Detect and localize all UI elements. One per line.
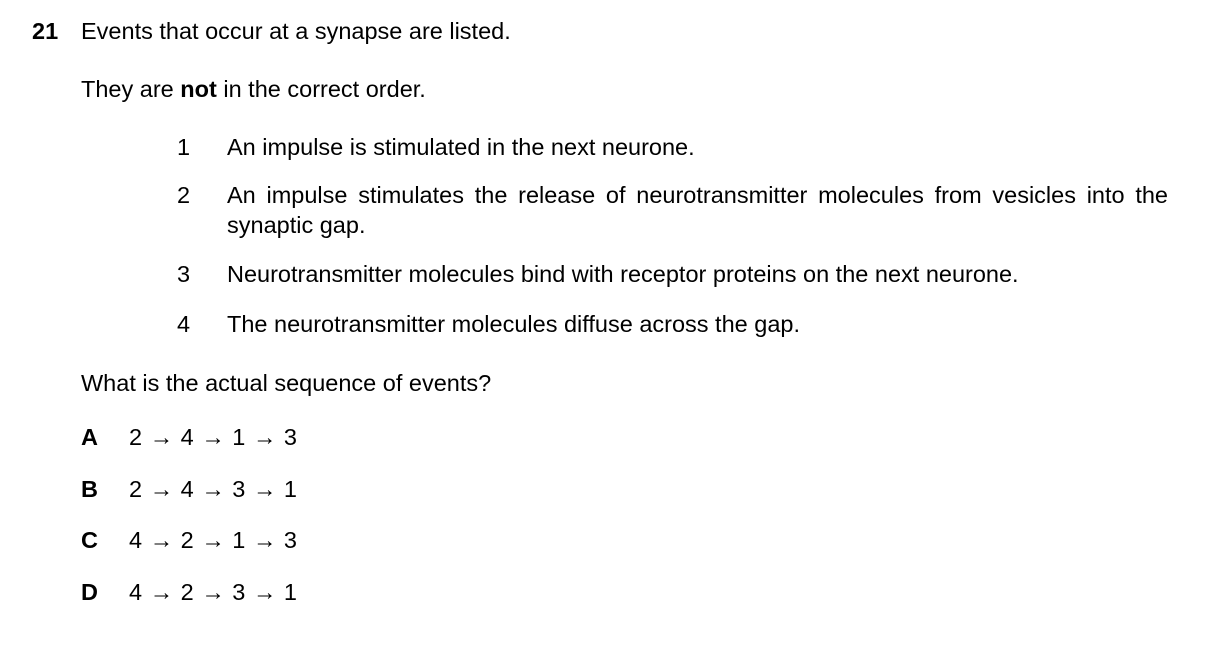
answer-option-d[interactable] — [0, 577, 1209, 607]
option-letter: C — [81, 527, 98, 553]
answer-option-b[interactable] — [0, 474, 1209, 504]
option-sequence: 4 → 2 → 3 → 1 — [129, 579, 298, 605]
answer-option-a[interactable] — [0, 422, 1209, 452]
event-number: 3 — [177, 261, 191, 287]
order-note-start: They are — [81, 76, 181, 102]
order-note-emphasis: not — [180, 76, 217, 102]
option-sequence: 2 → 4 → 1 → 3 — [129, 424, 298, 450]
event-number: 1 — [177, 134, 191, 160]
option-letter: A — [81, 424, 98, 450]
answer-option-c[interactable] — [0, 525, 1209, 555]
event-number: 2 — [177, 182, 191, 208]
option-sequence: 4 → 2 → 1 → 3 — [129, 527, 298, 553]
question-number: 21 — [32, 18, 59, 44]
event-text: An impulse is stimulated in the next neurone. — [227, 134, 695, 160]
event-text: Neurotransmitter molecules bind with receptor proteins on the next neurone. — [227, 261, 1019, 287]
option-letter: B — [81, 476, 98, 502]
order-note — [81, 74, 426, 104]
option-sequence: 2 → 4 → 3 → 1 — [129, 476, 298, 502]
option-letter: D — [81, 579, 98, 605]
event-text: The neurotransmitter molecules diffuse across the gap. — [227, 311, 800, 337]
question-prompt: What is the actual sequence of events? — [81, 370, 492, 396]
event-number: 4 — [177, 311, 191, 337]
question-stem: Events that occur at a synapse are listed. — [81, 18, 511, 44]
order-note-end: in the correct order. — [216, 76, 426, 102]
event-text: An impulse stimulates the release of neurotransmitter molecules from vesicles into the synaptic gap. — [227, 182, 1168, 238]
